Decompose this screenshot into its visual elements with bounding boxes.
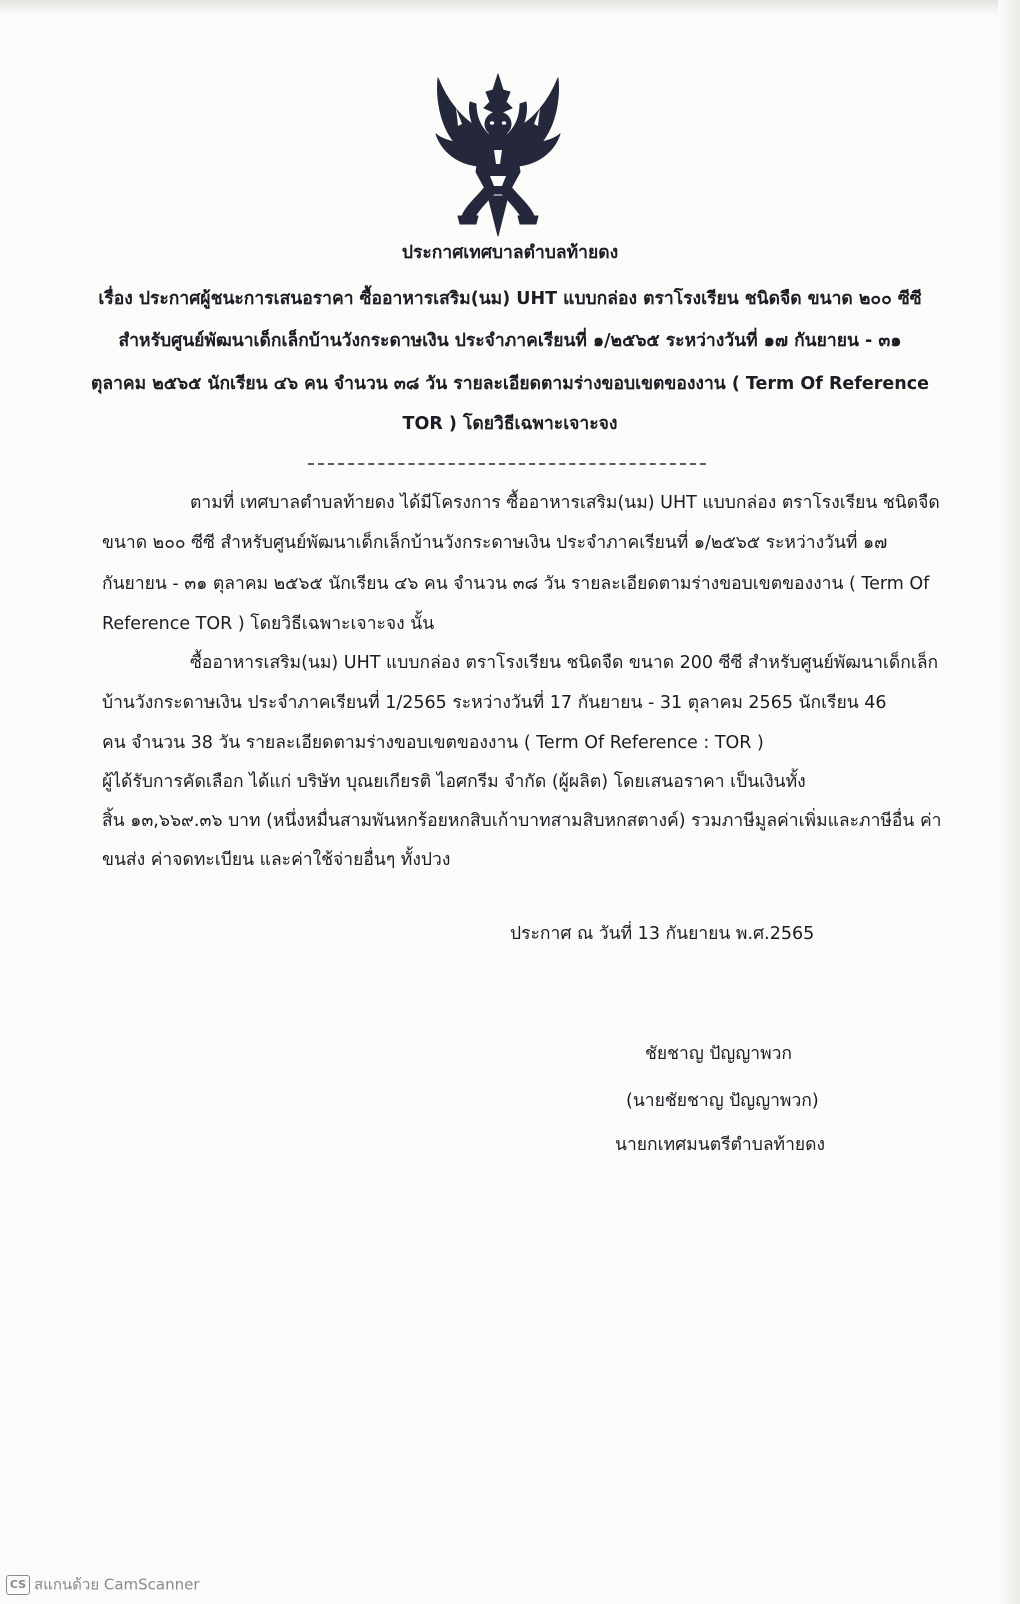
paragraph2-line: คน จำนวน 38 วัน รายละเอียดตามร่างขอบเขตของงาน ( Term Of Reference : TOR ): [102, 733, 764, 753]
paragraph2-line: ขนส่ง ค่าจดทะเบียน และค่าใช้จ่ายอื่นๆ ทั้งปวง: [102, 850, 451, 870]
paragraph1-line: ตามที่ เทศบาลตำบลท้ายดง ได้มีโครงการ ซื้ออาหารเสริม(นม) UHT แบบกล่อง ตราโรงเรียน ชนิดจืด: [190, 493, 940, 513]
paragraph2-line: บ้านวังกระดาษเงิน ประจำภาคเรียนที่ 1/2565 ระหว่างวันที่ 17 กันยายน - 31 ตุลาคม 2565 นักเรียน 46: [102, 693, 887, 713]
document-title: ประกาศเทศบาลตำบลท้ายดง: [401, 243, 619, 263]
paragraph1-line: กันยายน - ๓๑ ตุลาคม ๒๕๖๕ นักเรียน ๔๖ คน จำนวน ๓๘ วัน รายละเอียดตามร่างขอบเขตของงาน ( Term Of: [102, 574, 930, 594]
paragraph2-line: ผู้ได้รับการคัดเลือก ได้แก่ บริษัท บุณยเกียรติ ไอศกรีม จำกัด (ผู้ผลิต) โดยเสนอราคา เป็นเงินทั้ง: [102, 772, 806, 792]
camscanner-logo-icon: CS: [6, 1575, 30, 1595]
camscanner-text: สแกนด้วย CamScanner: [34, 1575, 200, 1594]
signature-full-name: (นายชัยชาญ ปัญญาพวก): [626, 1091, 819, 1111]
scan-top-edge: [0, 0, 1020, 14]
garuda-emblem-icon: [432, 68, 564, 240]
subject-line: TOR ) โดยวิธีเฉพาะเจาะจง: [402, 414, 618, 434]
paragraph2-line: ซื้ออาหารเสริม(นม) UHT แบบกล่อง ตราโรงเรียน ชนิดจืด ขนาด 200 ซีซี สำหรับศูนย์พัฒนาเด็กเล็ก: [190, 653, 939, 673]
camscanner-footer: [6, 1574, 200, 1595]
announce-date: ประกาศ ณ วันที่ 13 กันยายน พ.ศ.2565: [510, 924, 815, 944]
paragraph1-line: ขนาด ๒๐๐ ซีซี สำหรับศูนย์พัฒนาเด็กเล็กบ้านวังกระดาษเงิน ประจำภาคเรียนที่ ๑/๒๕๖๕ ระหว่างวันที่ ๑๗: [102, 533, 888, 553]
signature-position: นายกเทศมนตรีตำบลท้ายดง: [615, 1135, 826, 1155]
paragraph1-line: Reference TOR ) โดยวิธีเฉพาะเจาะจง นั้น: [102, 614, 435, 634]
paragraph2-line: สิ้น ๑๓,๖๖๙.๓๖ บาท (หนึ่งหมื่นสามพันหกร้อยหกสิบเก้าบาทสามสิบหกสตางค์) รวมภาษีมูลค่าเพิ่มและภาษีอื่น ค่า: [102, 811, 942, 831]
subject-line: ตุลาคม ๒๕๖๕ นักเรียน ๔๖ คน จำนวน ๓๘ วัน รายละเอียดตามร่างขอบเขตของงาน ( Term Of Reference: [91, 374, 929, 394]
subject-line: เรื่อง ประกาศผู้ชนะการเสนอราคา ซื้ออาหารเสริม(นม) UHT แบบกล่อง ตราโรงเรียน ชนิดจืด ขนาด ๒๐๐ ซีซี: [98, 289, 922, 309]
dashed-divider: [308, 463, 706, 465]
signature-name: ชัยชาญ ปัญญาพวก: [645, 1044, 793, 1064]
scan-right-edge: [998, 0, 1020, 1604]
subject-line: สำหรับศูนย์พัฒนาเด็กเล็กบ้านวังกระดาษเงิน ประจำภาคเรียนที่ ๑/๒๕๖๕ ระหว่างวันที่ ๑๗ กันยายน - ๓๑: [118, 331, 902, 351]
